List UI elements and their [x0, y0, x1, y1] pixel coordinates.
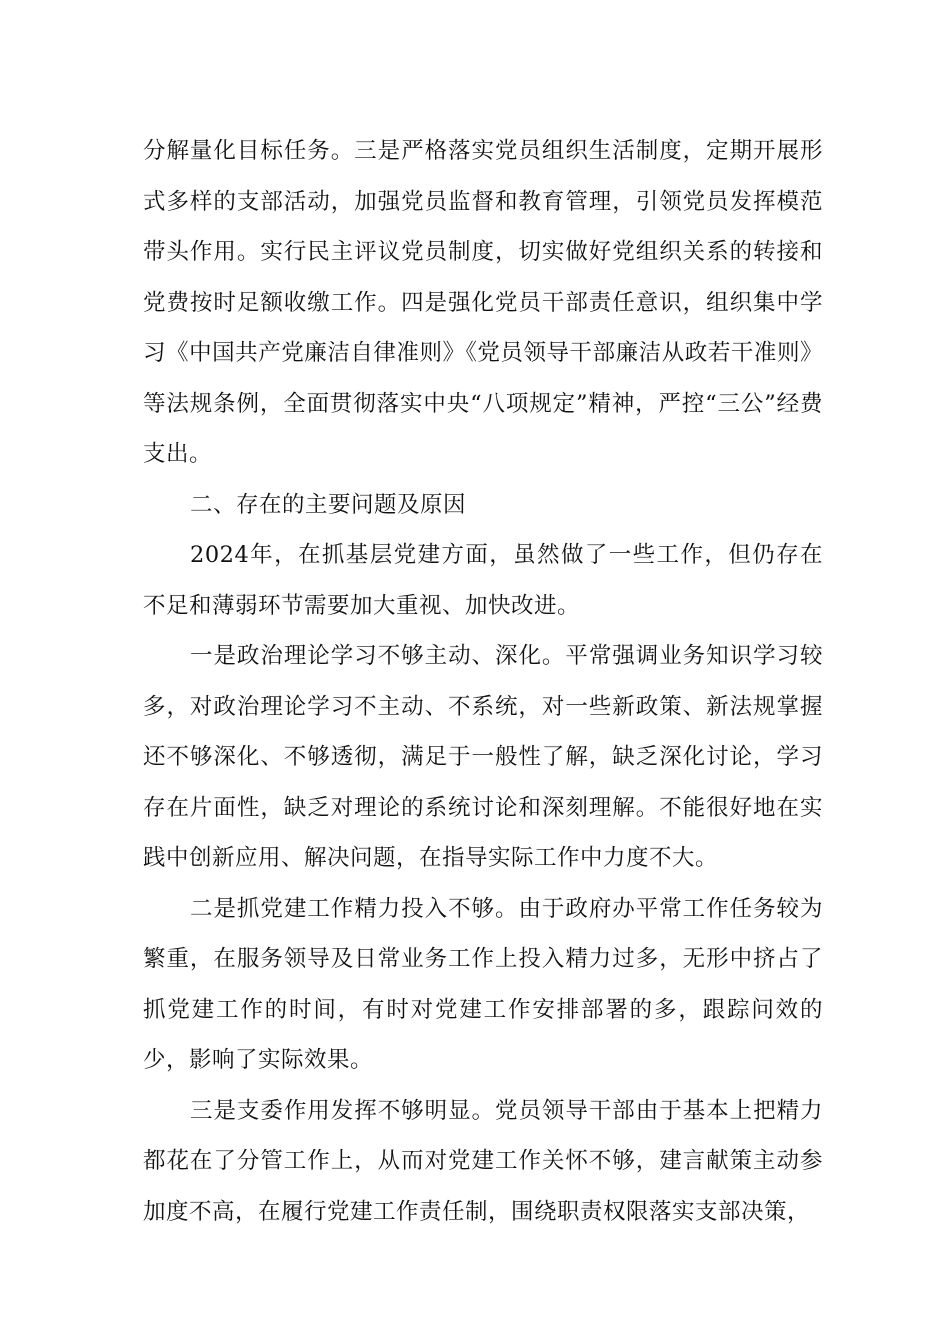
document-body: [143, 126, 823, 1237]
section-heading-problems: 二、存在的主要问题及原因: [190, 491, 467, 518]
paragraph-problem-2: 二是抓党建工作精力投入不够。由于政府办平常工作任务较为繁重，在服务领导及日常业务工作上投入精力过多，无形中挤占了抓党建工作的时间，有时对党建工作安排部署的多，跟踪问效的少，影响了实际效果。: [143, 895, 823, 1073]
paragraph-problem-1: 一是政治理论学习不够主动、深化。平常强调业务知识学习较多，对政治理论学习不主动、不系统，对一些新政策、新法规掌握还不够深化、不够透彻，满足于一般性了解，缺乏深化讨论，学习存在片面性，缺乏对理论的系统讨论和深刻理解。不能很好地在实践中创新应用、解决问题，在指导实际工作中力度不大。: [143, 643, 823, 871]
paragraph-overview: 2024年，在抓基层党建方面，虽然做了一些工作，但仍存在不足和薄弱环节需要加大重视、加快改进。: [143, 542, 823, 619]
paragraph-continuation: 分解量化目标任务。三是严格落实党员组织生活制度，定期开展形式多样的支部活动，加强党员监督和教育管理，引领党员发挥模范带头作用。实行民主评议党员制度，切实做好党组织关系的转接和党费按时足额收缴工作。四是强化党员干部责任意识，组织集中学习《中国共产党廉洁自律准则》《党员领导干部廉洁从政若干准则》等法规条例，全面贯彻落实中央“八项规定”精神，严控“三公”经费支出。: [143, 138, 823, 467]
paragraph-problem-3: 三是支委作用发挥不够明显。党员领导干部由于基本上把精力都花在了分管工作上，从而对党建工作关怀不够，建言献策主动参加度不高，在履行党建工作责任制，围绕职责权限落实支部决策，: [143, 1097, 823, 1225]
